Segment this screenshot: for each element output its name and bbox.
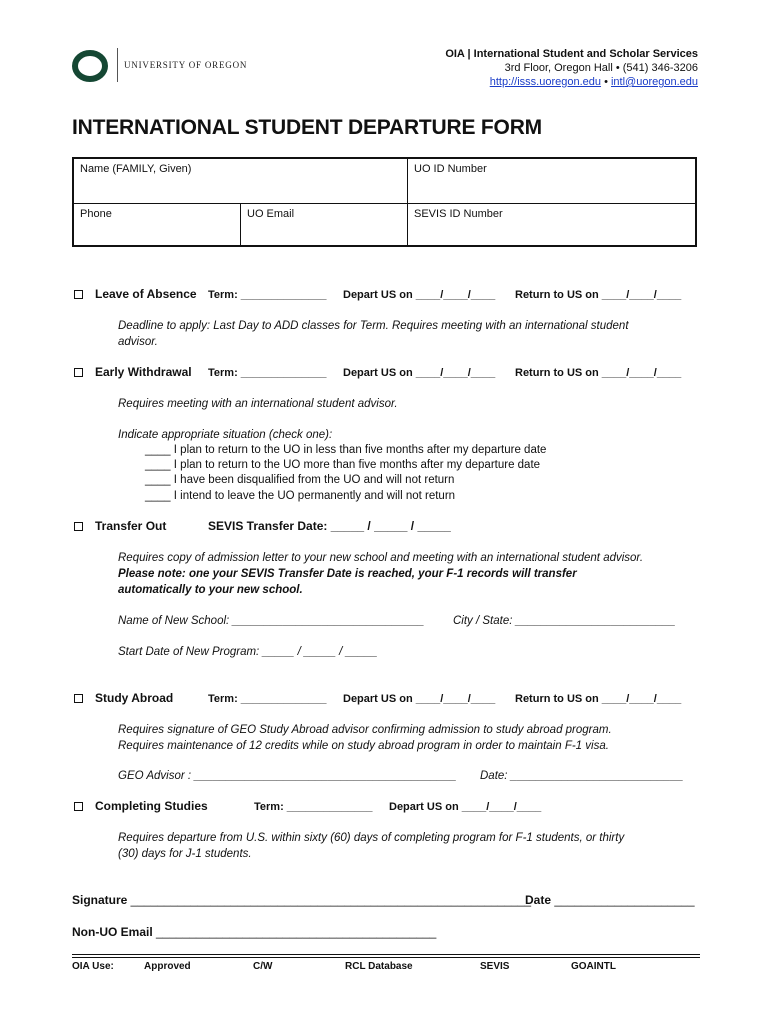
office-links xyxy=(490,75,698,89)
approved-label: Approved xyxy=(144,961,191,972)
ew-situation-option[interactable]: ____ I plan to return to the UO more than five months after my departure date xyxy=(145,459,541,471)
signature-field[interactable]: ____________________________________________________________ xyxy=(127,893,532,907)
goaintl-label: GOAINTL xyxy=(571,961,616,972)
rcl-database-label: RCL Database xyxy=(345,961,413,972)
ew-situation-option[interactable]: ____ I intend to leave the UO permanently and will not return xyxy=(145,490,456,502)
office-name: OIA | International Student and Scholar Services xyxy=(445,48,698,60)
cs-note-cont: (30) days for J-1 students. xyxy=(118,848,252,860)
link-separator: • xyxy=(601,76,611,88)
sa-term-field[interactable]: Term: ______________ xyxy=(208,693,327,705)
new-school-field[interactable]: Name of New School: ______________________________ xyxy=(118,615,425,627)
sa-return-field[interactable]: Return to US on ____/____/____ xyxy=(515,693,682,705)
cs-term-field[interactable]: Term: ______________ xyxy=(254,801,373,813)
transfer-bold-note: Please note: one your SEVIS Transfer Date is reached, your F-1 records will transfer xyxy=(118,568,577,580)
logo-divider xyxy=(117,48,118,82)
ew-situation-option[interactable]: ____ I plan to return to the UO in less than five months after my departure date xyxy=(145,444,547,456)
website-link[interactable]: http://isss.uoregon.edu xyxy=(489,76,602,88)
leave-of-absence-checkbox[interactable] xyxy=(74,290,83,299)
completing-studies-label: Completing Studies xyxy=(95,799,208,813)
non-uo-email-field[interactable]: __________________________________________ xyxy=(152,925,437,939)
sa-note: Requires signature of GEO Study Abroad advisor confirming admission to study abroad program. xyxy=(118,724,612,736)
signature-date-label: Date xyxy=(525,893,552,907)
start-date-field[interactable]: Start Date of New Program: _____ / _____ / _____ xyxy=(118,646,378,658)
loa-depart-field[interactable]: Depart US on ____/____/____ xyxy=(343,289,496,301)
sa-note-cont: Requires maintenance of 12 credits while on study abroad program in order to maintain F-1 visa. xyxy=(118,740,609,752)
cw-label: C/W xyxy=(253,961,273,972)
sevis-id-field[interactable]: SEVIS ID Number xyxy=(414,208,503,220)
student-info-table xyxy=(72,157,697,247)
sevis-label: SEVIS xyxy=(480,961,510,972)
footer-divider xyxy=(72,957,700,958)
ew-depart-field[interactable]: Depart US on ____/____/____ xyxy=(343,367,496,379)
signature-date-field[interactable]: _____________________ xyxy=(551,893,695,907)
sevis-transfer-date-field[interactable]: SEVIS Transfer Date: _____ / _____ / _____ xyxy=(208,519,451,533)
name-field[interactable]: Name (FAMILY, Given) xyxy=(80,163,192,175)
leave-of-absence-label: Leave of Absence xyxy=(95,287,197,301)
non-uo-email-row xyxy=(72,925,436,939)
transfer-out-label: Transfer Out xyxy=(95,519,167,533)
ew-term-field[interactable]: Term: ______________ xyxy=(208,367,327,379)
cs-note: Requires departure from U.S. within sixty (60) days of completing program for F-1 students, or thirty xyxy=(118,832,625,844)
transfer-out-checkbox[interactable] xyxy=(74,522,83,531)
office-address: 3rd Floor, Oregon Hall • (541) 346-3206 xyxy=(504,62,698,74)
footer-divider xyxy=(72,954,700,955)
study-abroad-label: Study Abroad xyxy=(95,691,174,705)
ew-return-field[interactable]: Return to US on ____/____/____ xyxy=(515,367,682,379)
transfer-bold-note-cont: automatically to your new school. xyxy=(118,584,303,596)
oia-use-label: OIA Use: xyxy=(72,961,114,972)
email-link[interactable]: intl@uoregon.edu xyxy=(610,76,698,88)
university-name: UNIVERSITY OF OREGON xyxy=(124,60,248,70)
sa-depart-field[interactable]: Depart US on ____/____/____ xyxy=(343,693,496,705)
geo-date-field[interactable]: Date: ___________________________ xyxy=(480,770,684,782)
signature-label: Signature xyxy=(72,893,128,907)
loa-note: Deadline to apply: Last Day to ADD classes for Term. Requires meeting with an international student xyxy=(118,320,629,332)
signature-row xyxy=(72,893,531,907)
transfer-note: Requires copy of admission letter to your new school and meeting with an international student advisor. xyxy=(118,552,644,564)
early-withdrawal-checkbox[interactable] xyxy=(74,368,83,377)
uo-email-field[interactable]: UO Email xyxy=(247,208,295,220)
cs-depart-field[interactable]: Depart US on ____/____/____ xyxy=(389,801,542,813)
geo-advisor-field[interactable]: GEO Advisor : _________________________________________ xyxy=(118,770,457,782)
uo-id-field[interactable]: UO ID Number xyxy=(414,163,487,175)
ew-indicate: Indicate appropriate situation (check one): xyxy=(118,429,333,441)
study-abroad-checkbox[interactable] xyxy=(74,694,83,703)
city-state-field[interactable]: City / State: _________________________ xyxy=(453,615,676,627)
early-withdrawal-label: Early Withdrawal xyxy=(95,365,192,379)
phone-field[interactable]: Phone xyxy=(80,208,112,220)
completing-studies-checkbox[interactable] xyxy=(74,802,83,811)
uo-logo-icon xyxy=(72,50,108,82)
non-uo-email-label: Non-UO Email xyxy=(72,925,153,939)
table-divider xyxy=(74,203,695,204)
ew-note: Requires meeting with an international student advisor. xyxy=(118,398,398,410)
form-title: INTERNATIONAL STUDENT DEPARTURE FORM xyxy=(72,116,542,139)
loa-return-field[interactable]: Return to US on ____/____/____ xyxy=(515,289,682,301)
ew-situation-option[interactable]: ____ I have been disqualified from the UO and will not return xyxy=(145,474,455,486)
loa-note-cont: advisor. xyxy=(118,336,158,348)
loa-term-field[interactable]: Term: ______________ xyxy=(208,289,327,301)
signature-date-row xyxy=(525,893,695,907)
